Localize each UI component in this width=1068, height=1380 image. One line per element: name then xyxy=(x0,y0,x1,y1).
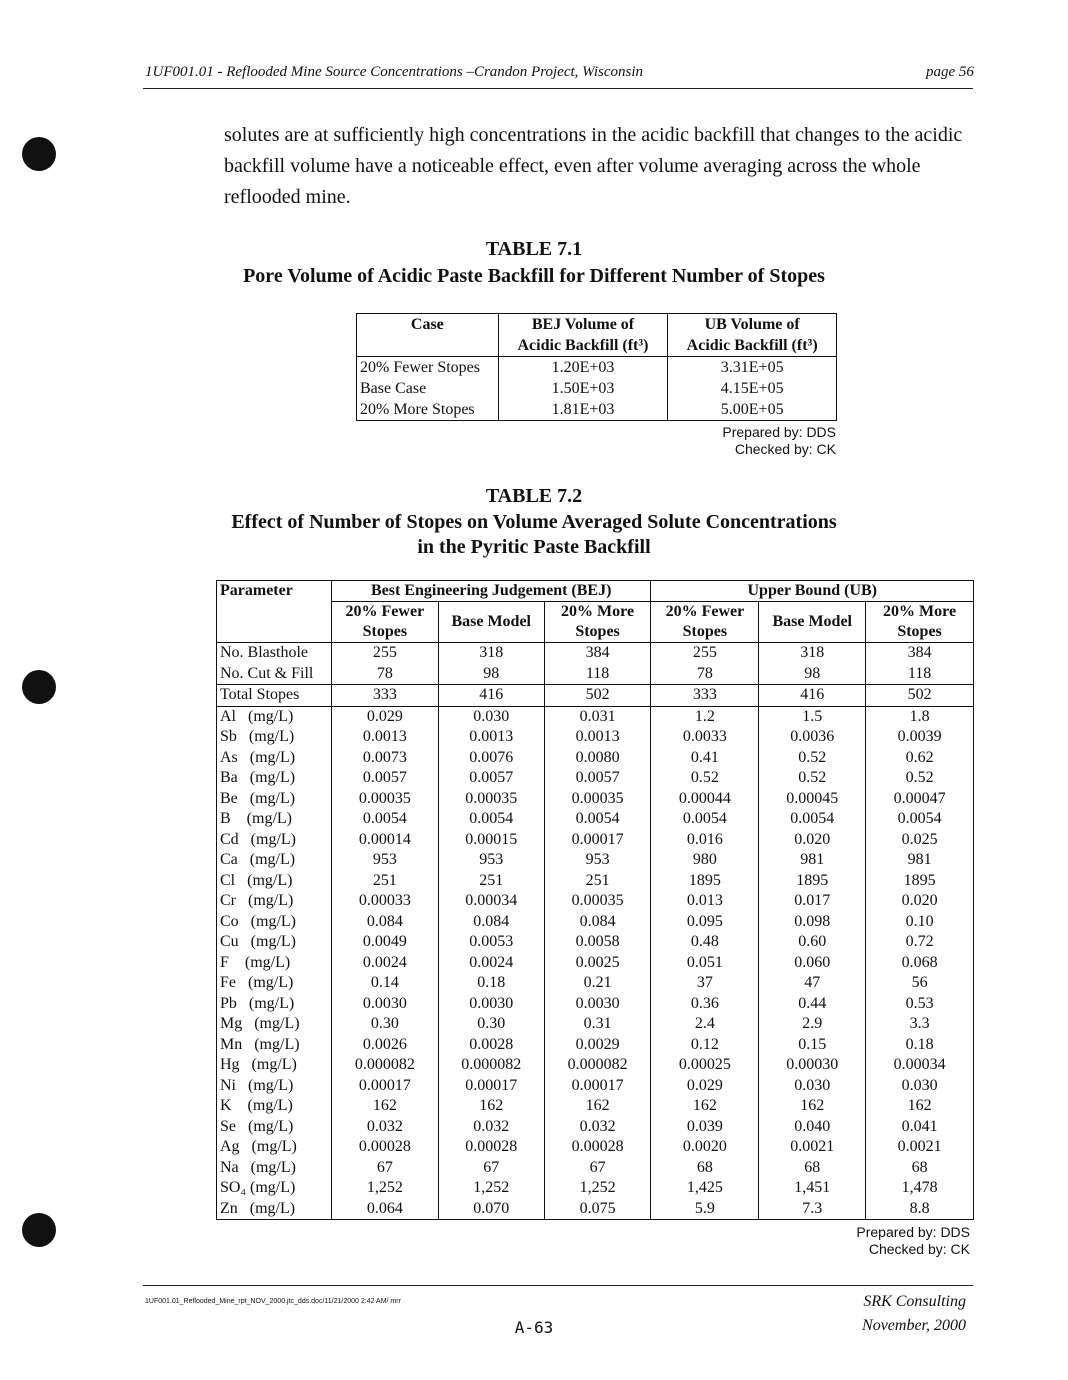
value-cell: 1895 xyxy=(651,871,759,892)
parameter-cell: Pb (mg/L) xyxy=(217,994,332,1015)
value-cell: 56 xyxy=(866,973,974,994)
parameter-cell: Ni (mg/L) xyxy=(217,1076,332,1097)
value-cell: 98 xyxy=(438,664,544,685)
value-cell: 0.0028 xyxy=(438,1035,544,1056)
value-cell: 0.030 xyxy=(759,1076,866,1097)
parameter-cell: Ag (mg/L) xyxy=(217,1137,332,1158)
value-cell: 0.00014 xyxy=(331,830,438,851)
table-row xyxy=(217,1158,974,1179)
value-cell: 37 xyxy=(651,973,759,994)
value-cell: 0.084 xyxy=(331,912,438,933)
value-cell: 0.0054 xyxy=(544,809,651,830)
value-cell: 0.000082 xyxy=(544,1055,651,1076)
subheader-line: Base Model xyxy=(772,613,852,630)
parameter-cell: Cu (mg/L) xyxy=(217,932,332,953)
value-cell: 0.00033 xyxy=(331,891,438,912)
value-cell: 8.8 xyxy=(866,1199,974,1220)
subheader-line: 20% Fewer xyxy=(345,603,425,620)
value-cell: 47 xyxy=(759,973,866,994)
value-cell: 0.0073 xyxy=(331,748,438,769)
value-cell: 1,252 xyxy=(544,1178,651,1199)
value-cell: 981 xyxy=(866,850,974,871)
value-cell: 0.0030 xyxy=(331,994,438,1015)
value-cell: 0.00035 xyxy=(331,789,438,810)
parameter-cell: Se (mg/L) xyxy=(217,1117,332,1138)
value-cell: 68 xyxy=(866,1158,974,1179)
table-7-2-signoff xyxy=(770,1224,970,1258)
value-cell: 0.0033 xyxy=(651,727,759,748)
value-cell: 0.48 xyxy=(651,932,759,953)
table-7-2-body xyxy=(217,643,974,1220)
parameter-cell: Co (mg/L) xyxy=(217,912,332,933)
value-cell: 0.0036 xyxy=(759,727,866,748)
value-cell: 0.070 xyxy=(438,1199,544,1220)
value-cell: 0.52 xyxy=(759,768,866,789)
table-7-1-title: Pore Volume of Acidic Paste Backfill for Different Number of Stopes xyxy=(243,265,825,287)
value-cell: 416 xyxy=(438,685,544,707)
value-cell: 0.0054 xyxy=(331,809,438,830)
value-cell: 333 xyxy=(331,685,438,707)
value-cell: 0.098 xyxy=(759,912,866,933)
group-header-ub: Upper Bound (UB) xyxy=(651,581,974,602)
value-cell: 0.084 xyxy=(544,912,651,933)
checked-by: Checked by: CK xyxy=(734,441,836,457)
value-cell: 384 xyxy=(866,643,974,664)
table-row xyxy=(217,1014,974,1035)
value-cell: 0.00017 xyxy=(544,830,651,851)
table-header-row xyxy=(357,314,837,357)
value-cell: 0.0030 xyxy=(544,994,651,1015)
footer-firm: SRK Consulting xyxy=(863,1293,966,1310)
value-cell: 0.0054 xyxy=(651,809,759,830)
parameter-cell: Al (mg/L) xyxy=(217,706,332,727)
value-cell: 5.00E+05 xyxy=(668,399,837,421)
value-cell: 162 xyxy=(331,1096,438,1117)
value-cell: 0.00028 xyxy=(438,1137,544,1158)
value-cell: 333 xyxy=(651,685,759,707)
parameter-cell: No. Blasthole xyxy=(217,643,332,664)
value-cell: 98 xyxy=(759,664,866,685)
value-cell: 0.72 xyxy=(866,932,974,953)
footer-filename: 1UF001.01_Reflooded_Mine_rpt_NOV_2000.jtc_dds.doc/11/21/2000 2:42 AM/ mrr xyxy=(145,1298,401,1305)
parameter-cell: Cd (mg/L) xyxy=(217,830,332,851)
parameter-cell: SO₄ (mg/L) xyxy=(217,1178,332,1199)
table-7-2-number: TABLE 7.2 xyxy=(485,485,583,507)
value-cell: 78 xyxy=(331,664,438,685)
value-cell: 0.00047 xyxy=(866,789,974,810)
value-cell: 953 xyxy=(544,850,651,871)
value-cell: 0.52 xyxy=(866,768,974,789)
value-cell: 0.029 xyxy=(651,1076,759,1097)
parameter-cell: Total Stopes xyxy=(217,685,332,707)
value-cell: 1,425 xyxy=(651,1178,759,1199)
value-cell: 78 xyxy=(651,664,759,685)
parameter-cell: F (mg/L) xyxy=(217,953,332,974)
parameter-cell: As (mg/L) xyxy=(217,748,332,769)
value-cell: 0.00034 xyxy=(438,891,544,912)
value-cell: 0.44 xyxy=(759,994,866,1015)
value-cell: 0.064 xyxy=(331,1199,438,1220)
parameter-cell: B (mg/L) xyxy=(217,809,332,830)
value-cell: 0.21 xyxy=(544,973,651,994)
table-row xyxy=(217,643,974,664)
parameter-cell: No. Cut & Fill xyxy=(217,664,332,685)
parameter-cell: K (mg/L) xyxy=(217,1096,332,1117)
table-row xyxy=(357,357,837,379)
header-line: UB Volume of xyxy=(704,316,800,333)
footer-divider xyxy=(143,1285,973,1286)
document-title-header: 1UF001.01 - Reflooded Mine Source Concentrations –Crandon Project, Wisconsin xyxy=(145,64,643,80)
value-cell: 0.039 xyxy=(651,1117,759,1138)
value-cell: 0.000082 xyxy=(438,1055,544,1076)
column-header-bej-volume xyxy=(498,314,668,357)
table-row xyxy=(217,850,974,871)
table-row xyxy=(217,1178,974,1199)
value-cell: 2.4 xyxy=(651,1014,759,1035)
table-7-2-title-line1: Effect of Number of Stopes on Volume Averaged Solute Concentrations xyxy=(231,511,837,533)
table-row xyxy=(217,685,974,707)
value-cell: 0.0029 xyxy=(544,1035,651,1056)
table-row xyxy=(217,830,974,851)
value-cell: 0.040 xyxy=(759,1117,866,1138)
value-cell: 0.00028 xyxy=(544,1137,651,1158)
value-cell: 0.0013 xyxy=(544,727,651,748)
value-cell: 0.60 xyxy=(759,932,866,953)
value-cell: 0.00045 xyxy=(759,789,866,810)
value-cell: 981 xyxy=(759,850,866,871)
value-cell: 67 xyxy=(438,1158,544,1179)
value-cell: 118 xyxy=(866,664,974,685)
value-cell: 68 xyxy=(759,1158,866,1179)
table-row xyxy=(217,1137,974,1158)
value-cell: 318 xyxy=(438,643,544,664)
subheader-line: Stopes xyxy=(682,623,728,640)
value-cell: 68 xyxy=(651,1158,759,1179)
table-row xyxy=(217,1076,974,1097)
value-cell: 0.068 xyxy=(866,953,974,974)
value-cell: 1.20E+03 xyxy=(498,357,668,379)
value-cell: 0.031 xyxy=(544,706,651,727)
value-cell: 0.15 xyxy=(759,1035,866,1056)
value-cell: 416 xyxy=(759,685,866,707)
value-cell: 162 xyxy=(759,1096,866,1117)
value-cell: 502 xyxy=(544,685,651,707)
value-cell: 0.00025 xyxy=(651,1055,759,1076)
value-cell: 1.8 xyxy=(866,706,974,727)
value-cell: 0.0020 xyxy=(651,1137,759,1158)
parameter-cell: Ba (mg/L) xyxy=(217,768,332,789)
value-cell: 7.3 xyxy=(759,1199,866,1220)
parameter-cell: Mn (mg/L) xyxy=(217,1035,332,1056)
table-row xyxy=(357,399,837,421)
value-cell: 0.0054 xyxy=(866,809,974,830)
column-header-case: Case xyxy=(357,314,499,357)
table-row xyxy=(217,1035,974,1056)
table-row xyxy=(217,932,974,953)
value-cell: 0.0057 xyxy=(331,768,438,789)
value-cell: 0.0076 xyxy=(438,748,544,769)
table-row xyxy=(217,748,974,769)
case-cell: Base Case xyxy=(357,378,499,399)
table-row xyxy=(217,1055,974,1076)
table-row xyxy=(217,1096,974,1117)
case-cell: 20% Fewer Stopes xyxy=(357,357,499,379)
value-cell: 251 xyxy=(438,871,544,892)
value-cell: 0.0058 xyxy=(544,932,651,953)
value-cell: 255 xyxy=(331,643,438,664)
value-cell: 0.00044 xyxy=(651,789,759,810)
value-cell: 0.00017 xyxy=(544,1076,651,1097)
value-cell: 0.084 xyxy=(438,912,544,933)
subheader-line: 20% Fewer xyxy=(665,603,745,620)
table-7-1 xyxy=(356,313,837,421)
parameter-cell: Ca (mg/L) xyxy=(217,850,332,871)
table-row xyxy=(217,871,974,892)
value-cell: 1,451 xyxy=(759,1178,866,1199)
parameter-cell: Be (mg/L) xyxy=(217,789,332,810)
value-cell: 0.0024 xyxy=(438,953,544,974)
table-row xyxy=(217,664,974,685)
value-cell: 318 xyxy=(759,643,866,664)
header-divider xyxy=(143,88,973,89)
value-cell: 0.53 xyxy=(866,994,974,1015)
value-cell: 1,478 xyxy=(866,1178,974,1199)
value-cell: 0.12 xyxy=(651,1035,759,1056)
parameter-cell: Sb (mg/L) xyxy=(217,727,332,748)
subheader-cell xyxy=(651,602,759,643)
binder-hole-top xyxy=(22,137,56,171)
value-cell: 2.9 xyxy=(759,1014,866,1035)
value-cell: 0.0013 xyxy=(331,727,438,748)
value-cell: 0.051 xyxy=(651,953,759,974)
value-cell: 3.3 xyxy=(866,1014,974,1035)
value-cell: 0.0030 xyxy=(438,994,544,1015)
value-cell: 502 xyxy=(866,685,974,707)
value-cell: 162 xyxy=(438,1096,544,1117)
table-7-2-title-line2: in the Pyritic Paste Backfill xyxy=(417,536,651,558)
header-line: Acidic Backfill (ft³) xyxy=(686,337,818,354)
value-cell: 0.0013 xyxy=(438,727,544,748)
subheader-line: Stopes xyxy=(362,623,408,640)
table-7-1-signoff xyxy=(636,424,836,458)
value-cell: 118 xyxy=(544,664,651,685)
parameter-cell: Mg (mg/L) xyxy=(217,1014,332,1035)
value-cell: 0.016 xyxy=(651,830,759,851)
value-cell: 980 xyxy=(651,850,759,871)
value-cell: 1895 xyxy=(866,871,974,892)
table-row xyxy=(357,378,837,399)
value-cell: 0.00035 xyxy=(438,789,544,810)
value-cell: 0.0054 xyxy=(438,809,544,830)
intro-text: solutes are at sufficiently high concentrations in the acidic backfill that changes to the acidic backfill volume have a noticeable effect, even after volume averaging across the whole reflooded mine. xyxy=(224,124,963,208)
binder-hole-middle xyxy=(22,670,56,704)
table-row xyxy=(217,789,974,810)
value-cell: 0.0049 xyxy=(331,932,438,953)
value-cell: 162 xyxy=(866,1096,974,1117)
value-cell: 0.30 xyxy=(438,1014,544,1035)
subheader-line: Stopes xyxy=(575,623,620,640)
value-cell: 1.2 xyxy=(651,706,759,727)
table-row xyxy=(217,1117,974,1138)
table-row xyxy=(217,809,974,830)
value-cell: 0.0025 xyxy=(544,953,651,974)
value-cell: 0.030 xyxy=(866,1076,974,1097)
intro-paragraph xyxy=(224,120,974,213)
subheader-cell xyxy=(331,602,438,643)
value-cell: 0.017 xyxy=(759,891,866,912)
value-cell: 0.0080 xyxy=(544,748,651,769)
value-cell: 0.0057 xyxy=(438,768,544,789)
prepared-by: Prepared by: DDS xyxy=(856,1224,970,1240)
value-cell: 0.36 xyxy=(651,994,759,1015)
value-cell: 0.029 xyxy=(331,706,438,727)
header-line: BEJ Volume of xyxy=(531,316,635,333)
value-cell: 5.9 xyxy=(651,1199,759,1220)
parameter-cell: Cr (mg/L) xyxy=(217,891,332,912)
value-cell: 0.52 xyxy=(759,748,866,769)
table-row xyxy=(217,912,974,933)
value-cell: 251 xyxy=(331,871,438,892)
table-row xyxy=(217,973,974,994)
value-cell: 0.41 xyxy=(651,748,759,769)
value-cell: 0.032 xyxy=(331,1117,438,1138)
value-cell: 255 xyxy=(651,643,759,664)
value-cell: 0.30 xyxy=(331,1014,438,1035)
value-cell: 0.52 xyxy=(651,768,759,789)
table-row xyxy=(217,891,974,912)
subheader-line: 20% More xyxy=(561,603,635,620)
group-header-bej: Best Engineering Judgement (BEJ) xyxy=(331,581,651,602)
value-cell: 3.31E+05 xyxy=(668,357,837,379)
value-cell: 0.060 xyxy=(759,953,866,974)
table-7-2 xyxy=(216,580,974,1220)
subheader-line: 20% More xyxy=(883,603,957,620)
parameter-cell: Hg (mg/L) xyxy=(217,1055,332,1076)
value-cell: 953 xyxy=(438,850,544,871)
value-cell: 162 xyxy=(544,1096,651,1117)
value-cell: 0.0024 xyxy=(331,953,438,974)
value-cell: 0.10 xyxy=(866,912,974,933)
value-cell: 0.020 xyxy=(759,830,866,851)
column-header-parameter: Parameter xyxy=(217,581,332,643)
value-cell: 0.00030 xyxy=(759,1055,866,1076)
value-cell: 1.50E+03 xyxy=(498,378,668,399)
value-cell: 0.032 xyxy=(544,1117,651,1138)
subheader-line: Base Model xyxy=(451,613,531,630)
value-cell: 0.00035 xyxy=(544,891,651,912)
footer-date: November, 2000 xyxy=(862,1317,966,1334)
value-cell: 0.00017 xyxy=(331,1076,438,1097)
binder-hole-bottom xyxy=(22,1213,56,1247)
value-cell: 1895 xyxy=(759,871,866,892)
value-cell: 0.00017 xyxy=(438,1076,544,1097)
prepared-by: Prepared by: DDS xyxy=(722,424,836,440)
value-cell: 0.00035 xyxy=(544,789,651,810)
value-cell: 67 xyxy=(331,1158,438,1179)
table-row xyxy=(217,768,974,789)
value-cell: 0.075 xyxy=(544,1199,651,1220)
subheader-cell xyxy=(759,602,866,643)
value-cell: 0.00028 xyxy=(331,1137,438,1158)
value-cell: 0.14 xyxy=(331,973,438,994)
subheader-cell xyxy=(866,602,974,643)
value-cell: 0.31 xyxy=(544,1014,651,1035)
checked-by: Checked by: CK xyxy=(868,1241,970,1257)
value-cell: 0.032 xyxy=(438,1117,544,1138)
value-cell: 0.030 xyxy=(438,706,544,727)
value-cell: 0.0054 xyxy=(759,809,866,830)
value-cell: 0.0021 xyxy=(866,1137,974,1158)
value-cell: 0.0039 xyxy=(866,727,974,748)
value-cell: 1,252 xyxy=(438,1178,544,1199)
value-cell: 4.15E+05 xyxy=(668,378,837,399)
footer-page-number: A-63 xyxy=(514,1318,554,1337)
value-cell: 0.0053 xyxy=(438,932,544,953)
table-row xyxy=(217,706,974,727)
value-cell: 953 xyxy=(331,850,438,871)
value-cell: 251 xyxy=(544,871,651,892)
table-row xyxy=(217,994,974,1015)
value-cell: 0.013 xyxy=(651,891,759,912)
value-cell: 0.0057 xyxy=(544,768,651,789)
value-cell: 1.81E+03 xyxy=(498,399,668,421)
value-cell: 1,252 xyxy=(331,1178,438,1199)
value-cell: 0.025 xyxy=(866,830,974,851)
subheader-cell xyxy=(438,602,544,643)
column-header-ub-volume xyxy=(668,314,837,357)
subheader-cell xyxy=(544,602,651,643)
value-cell: 0.0021 xyxy=(759,1137,866,1158)
value-cell: 0.62 xyxy=(866,748,974,769)
value-cell: 0.00015 xyxy=(438,830,544,851)
parameter-cell: Cl (mg/L) xyxy=(217,871,332,892)
page-label: page 56 xyxy=(926,64,974,80)
value-cell: 0.000082 xyxy=(331,1055,438,1076)
table-row xyxy=(217,953,974,974)
table-7-1-body xyxy=(357,357,837,421)
value-cell: 0.18 xyxy=(866,1035,974,1056)
value-cell: 0.00034 xyxy=(866,1055,974,1076)
value-cell: 67 xyxy=(544,1158,651,1179)
table-row xyxy=(217,727,974,748)
value-cell: 0.041 xyxy=(866,1117,974,1138)
value-cell: 1.5 xyxy=(759,706,866,727)
header-line: Acidic Backfill (ft³) xyxy=(517,337,649,354)
case-cell: 20% More Stopes xyxy=(357,399,499,421)
parameter-cell: Zn (mg/L) xyxy=(217,1199,332,1220)
subheader-line: Stopes xyxy=(897,623,942,640)
value-cell: 0.020 xyxy=(866,891,974,912)
table-row xyxy=(217,1199,974,1220)
value-cell: 162 xyxy=(651,1096,759,1117)
value-cell: 0.18 xyxy=(438,973,544,994)
group-header-row xyxy=(217,581,974,602)
value-cell: 384 xyxy=(544,643,651,664)
value-cell: 0.0026 xyxy=(331,1035,438,1056)
table-7-1-number: TABLE 7.1 xyxy=(485,238,583,260)
parameter-cell: Na (mg/L) xyxy=(217,1158,332,1179)
value-cell: 0.095 xyxy=(651,912,759,933)
parameter-cell: Fe (mg/L) xyxy=(217,973,332,994)
